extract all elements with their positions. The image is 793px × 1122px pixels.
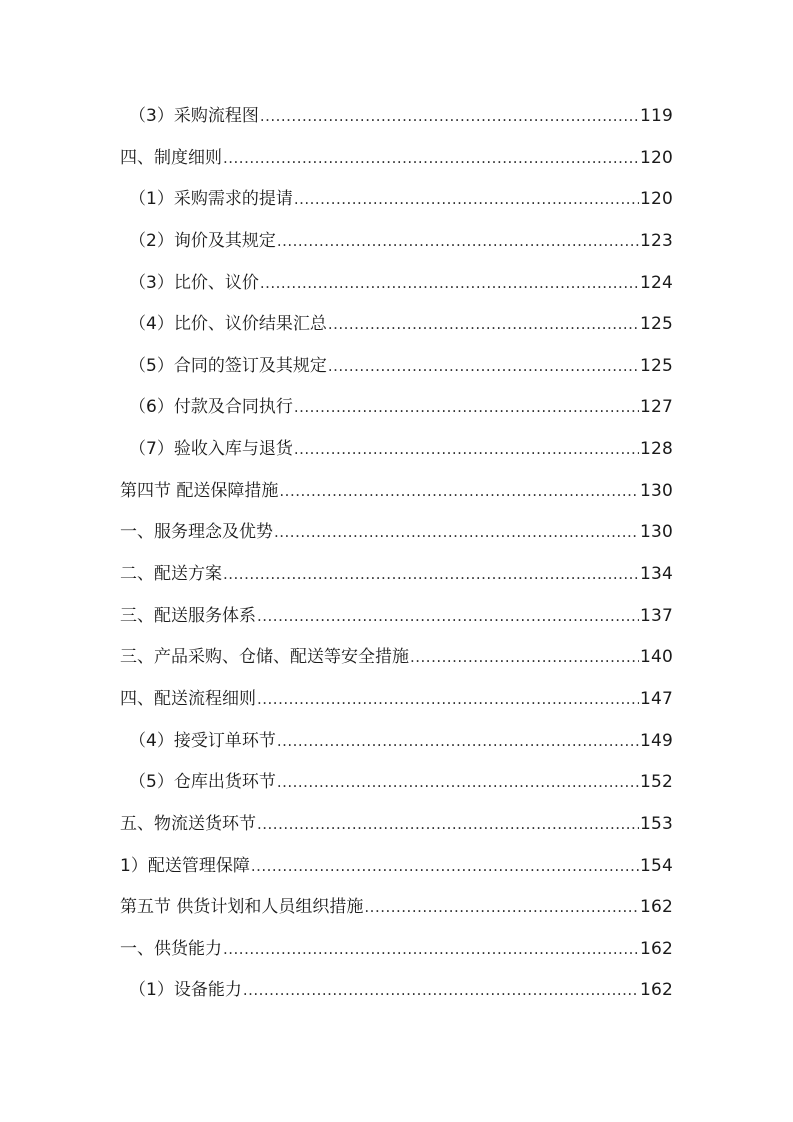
toc-entry[interactable]	[120, 970, 673, 1012]
toc-entry[interactable]	[120, 179, 673, 221]
toc-entry[interactable]	[120, 596, 673, 638]
toc-entry-title: （7）验收入库与退货	[129, 439, 293, 460]
toc-entry[interactable]	[120, 346, 673, 388]
toc-entry-title: 三、产品采购、仓储、配送等安全措施	[120, 647, 409, 668]
toc-dot-leader	[328, 304, 639, 346]
toc-entry-title: 一、服务理念及优势	[120, 522, 273, 543]
toc-dot-leader	[277, 221, 639, 263]
toc-entry-title: 1）配送管理保障	[120, 855, 250, 876]
toc-entry-title: （1）设备能力	[129, 980, 242, 1001]
toc-entry-page: 123	[639, 230, 673, 251]
toc-entry[interactable]	[120, 679, 673, 721]
table-of-contents	[120, 96, 673, 1012]
toc-entry-title: 第四节 配送保障措施	[120, 480, 279, 501]
toc-entry[interactable]	[120, 387, 673, 429]
toc-entry[interactable]	[120, 804, 673, 846]
toc-entry[interactable]	[120, 929, 673, 971]
toc-entry-title: 二、配送方案	[120, 564, 222, 585]
toc-entry-title: 三、配送服务体系	[120, 605, 256, 626]
toc-entry-title: （3）采购流程图	[129, 106, 259, 126]
toc-entry-page: 134	[639, 564, 673, 585]
toc-entry[interactable]	[120, 138, 673, 180]
toc-entry-title: 一、供货能力	[120, 938, 222, 959]
toc-entry-page: 120	[639, 147, 673, 168]
toc-dot-leader	[223, 554, 639, 596]
toc-entry[interactable]	[120, 221, 673, 263]
toc-dot-leader	[223, 929, 639, 971]
toc-dot-leader	[277, 721, 639, 763]
toc-entry[interactable]	[120, 554, 673, 596]
toc-dot-leader	[294, 179, 639, 221]
toc-entry[interactable]	[120, 429, 673, 471]
toc-entry-page: 127	[639, 397, 673, 418]
toc-entry-page: 125	[639, 314, 673, 335]
toc-dot-leader	[251, 846, 639, 888]
toc-entry[interactable]	[120, 304, 673, 346]
toc-entry-page: 120	[639, 189, 673, 210]
toc-entry[interactable]	[120, 263, 673, 305]
toc-entry-title: （5）合同的签订及其规定	[129, 355, 327, 376]
toc-entry-page: 128	[639, 439, 673, 460]
toc-entry-title: 四、制度细则	[120, 147, 222, 168]
toc-dot-leader	[260, 96, 639, 138]
toc-entry-page: 130	[639, 522, 673, 543]
toc-entry[interactable]	[120, 512, 673, 554]
toc-entry[interactable]	[120, 471, 673, 513]
toc-entry-page: 149	[639, 730, 673, 751]
toc-entry-title: （2）询价及其规定	[129, 230, 276, 251]
toc-entry[interactable]	[120, 637, 673, 679]
toc-entry-title: （6）付款及合同执行	[129, 397, 293, 418]
toc-entry-page: 152	[639, 772, 673, 793]
toc-entry-title: 五、物流送货环节	[120, 813, 256, 834]
toc-entry-page: 137	[639, 605, 673, 626]
toc-entry-page: 147	[639, 688, 673, 709]
toc-entry-page: 154	[639, 855, 673, 876]
toc-entry[interactable]	[120, 762, 673, 804]
toc-entry-page: 119	[639, 106, 673, 126]
toc-entry-page: 153	[639, 813, 673, 834]
toc-dot-leader	[328, 346, 639, 388]
toc-dot-leader	[260, 263, 639, 305]
toc-entry-title: （3）比价、议价	[129, 272, 259, 293]
toc-entry-title: 四、配送流程细则	[120, 688, 256, 709]
toc-entry[interactable]	[120, 846, 673, 888]
toc-entry[interactable]	[120, 721, 673, 763]
toc-entry-page: 124	[639, 272, 673, 293]
toc-entry-title: （4）接受订单环节	[129, 730, 276, 751]
toc-entry-page: 162	[639, 938, 673, 959]
toc-dot-leader	[364, 887, 639, 929]
toc-entry-page: 140	[639, 647, 673, 668]
toc-dot-leader	[223, 138, 639, 180]
toc-entry-page: 130	[639, 480, 673, 501]
toc-dot-leader	[410, 637, 639, 679]
toc-dot-leader	[277, 762, 639, 804]
toc-entry[interactable]	[120, 96, 673, 138]
toc-entry-title: 第五节 供货计划和人员组织措施	[120, 897, 364, 918]
toc-entry-page: 125	[639, 355, 673, 376]
toc-dot-leader	[294, 429, 639, 471]
toc-entry-title: （4）比价、议价结果汇总	[129, 314, 327, 335]
toc-dot-leader	[279, 471, 639, 513]
toc-dot-leader	[294, 387, 639, 429]
toc-dot-leader	[257, 679, 639, 721]
toc-dot-leader	[257, 804, 639, 846]
toc-entry-page: 162	[639, 980, 673, 1001]
toc-entry-title: （5）仓库出货环节	[129, 772, 276, 793]
toc-dot-leader	[243, 970, 639, 1012]
toc-entry[interactable]	[120, 887, 673, 929]
toc-entry-page: 162	[639, 897, 673, 918]
toc-entry-title: （1）采购需求的提请	[129, 189, 293, 210]
toc-dot-leader	[257, 596, 639, 638]
toc-dot-leader	[274, 512, 639, 554]
